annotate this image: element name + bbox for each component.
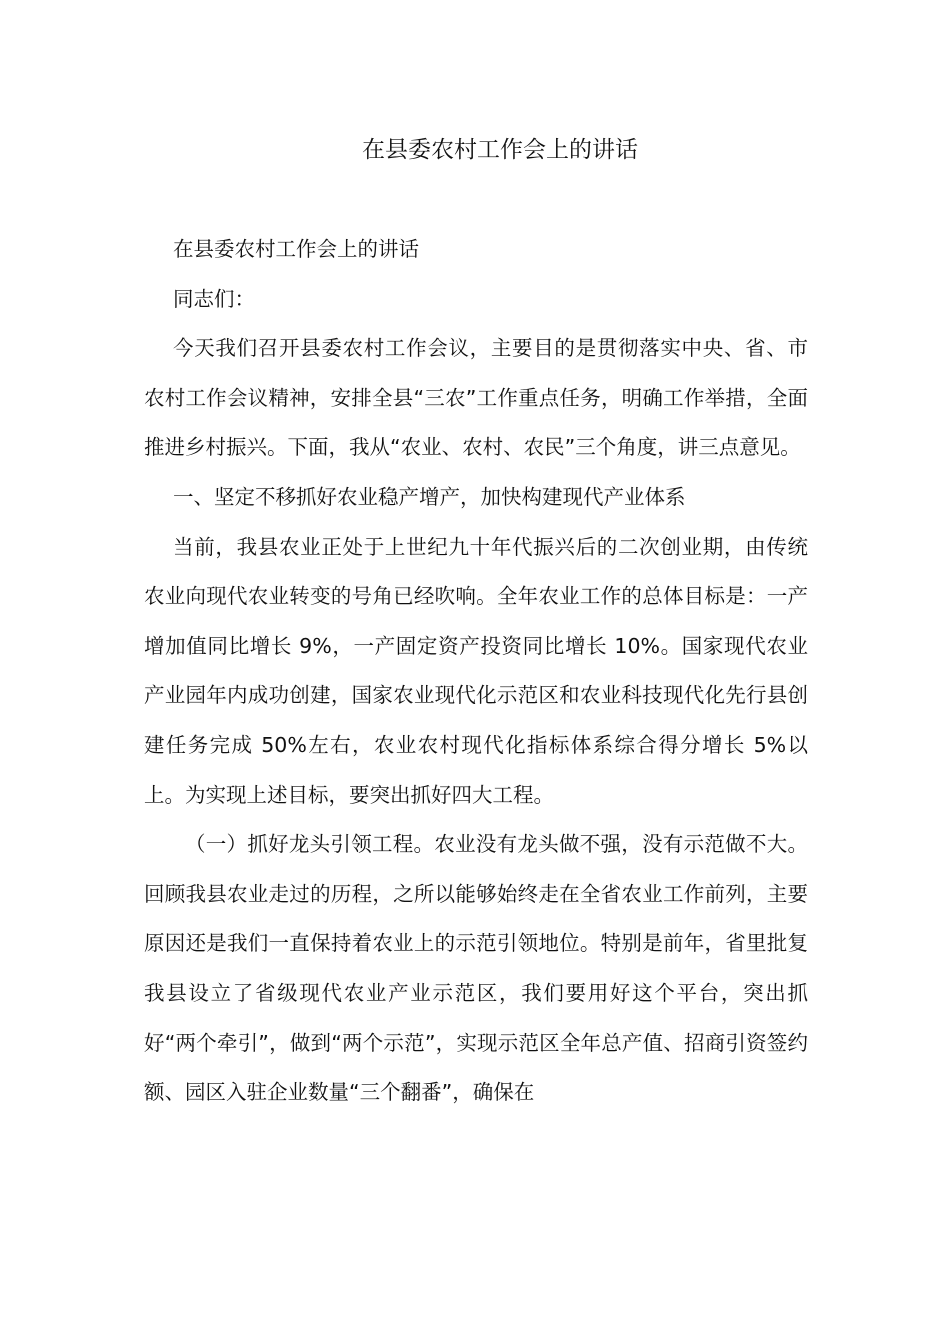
paragraph-intro: 今天我们召开县委农村工作会议，主要目的是贯彻落实中央、省、市农村工作会议精神，安排全县“三农”工作重点任务，明确工作举措，全面推进乡村振兴。下面，我从“农业、农村、农民”三个角度，讲三点意见。 [144, 336, 808, 460]
paragraph-subsection-one: （一）抓好龙头引领工程。农业没有龙头做不强，没有示范做不大。回顾我县农业走过的历程，之所以能够始终走在全省农业工作前列，主要原因还是我们一直保持着农业上的示范引领地位。特别是前年，省里批复我县设立了省级现代农业产业示范区，我们要用好这个平台，突出抓好“两个牵引”，做到“两个示范”，实现示范区全年总产值、招商引资签约额、园区入驻企业数量“三个翻番”，确保在 [144, 832, 808, 1105]
paragraph-heading-repeat: 在县委农村工作会上的讲话 [173, 237, 419, 261]
page-title: 在县委农村工作会上的讲话 [362, 137, 638, 163]
paragraph-goals: 当前，我县农业正处于上世纪九十年代振兴后的二次创业期，由传统农业向现代农业转变的号角已经吹响。全年农业工作的总体目标是：一产增加值同比增长 9%，一产固定资产投资同比增长 10%。国家现代农业产业园年内成功创建，国家农业现代化示范区和农业科技现代化先行县创建任务完成 50%左右，农业农村现代化指标体系综合得分增长 5%以上。为实现上述目标，要突出抓好四大工程。 [144, 534, 808, 807]
paragraph-salutation: 同志们： [173, 286, 255, 311]
section-heading-one: 一、坚定不移抓好农业稳产增产，加快构建现代产业体系 [173, 484, 686, 509]
document-body [144, 225, 808, 1118]
